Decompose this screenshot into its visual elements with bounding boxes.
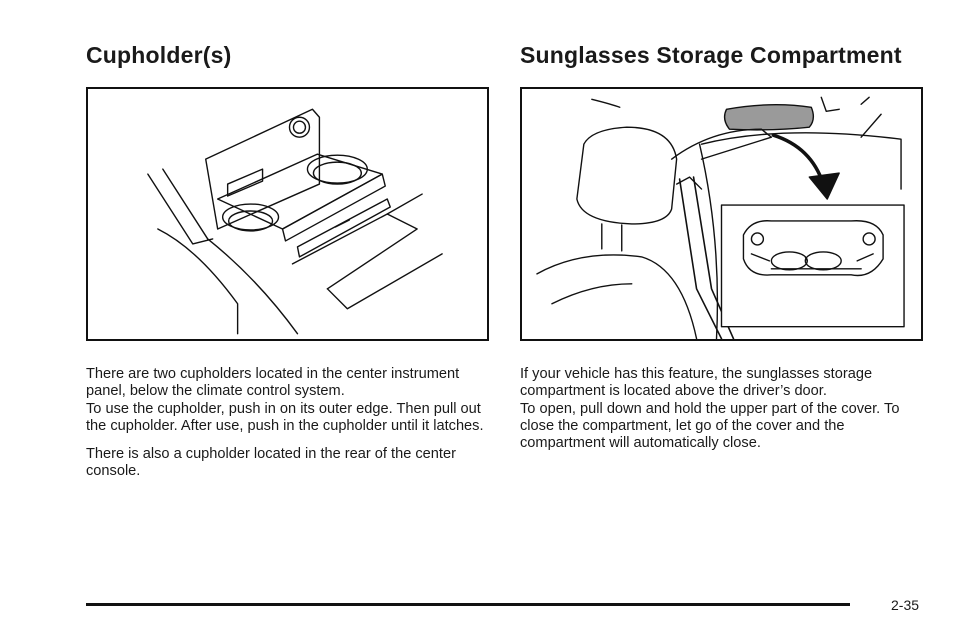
cupholder-paragraph-1-text: There are two cupholders located in the center instrument panel, below the climate control system. [86,366,460,400]
footer-rule [86,603,850,606]
cupholder-paragraph-2-text: To use the cupholder, push in on its outer edge. Then pull out the cupholder. After use, push in the cupholder until it latches. [86,400,484,434]
sunglasses-paragraph-1-text: If your vehicle has this feature, the sunglasses storage compartment is located above the driver’s door. [520,366,873,400]
sunglasses-heading: Sunglasses Storage Compartment [520,42,902,68]
sunglasses-paragraph [520,366,920,452]
page-number: 2-35 [891,597,920,613]
cupholder-paragraph-3 [86,446,486,481]
cupholder-paragraph-3-text: There is also a cupholder located in the rear of the center console. [86,446,456,480]
cupholder-paragraph-1 [86,366,486,435]
sunglasses-paragraph-2-text: To open, pull down and hold the upper part of the cover. To close the compartment, let go of the cover and the compartment will automatically close. [520,400,900,452]
cupholder-heading: Cupholder(s) [86,42,232,68]
cupholder-text [86,366,486,492]
sunglasses-text [520,366,920,463]
cupholder-illustration [86,87,489,341]
sunglasses-illustration [520,87,923,341]
